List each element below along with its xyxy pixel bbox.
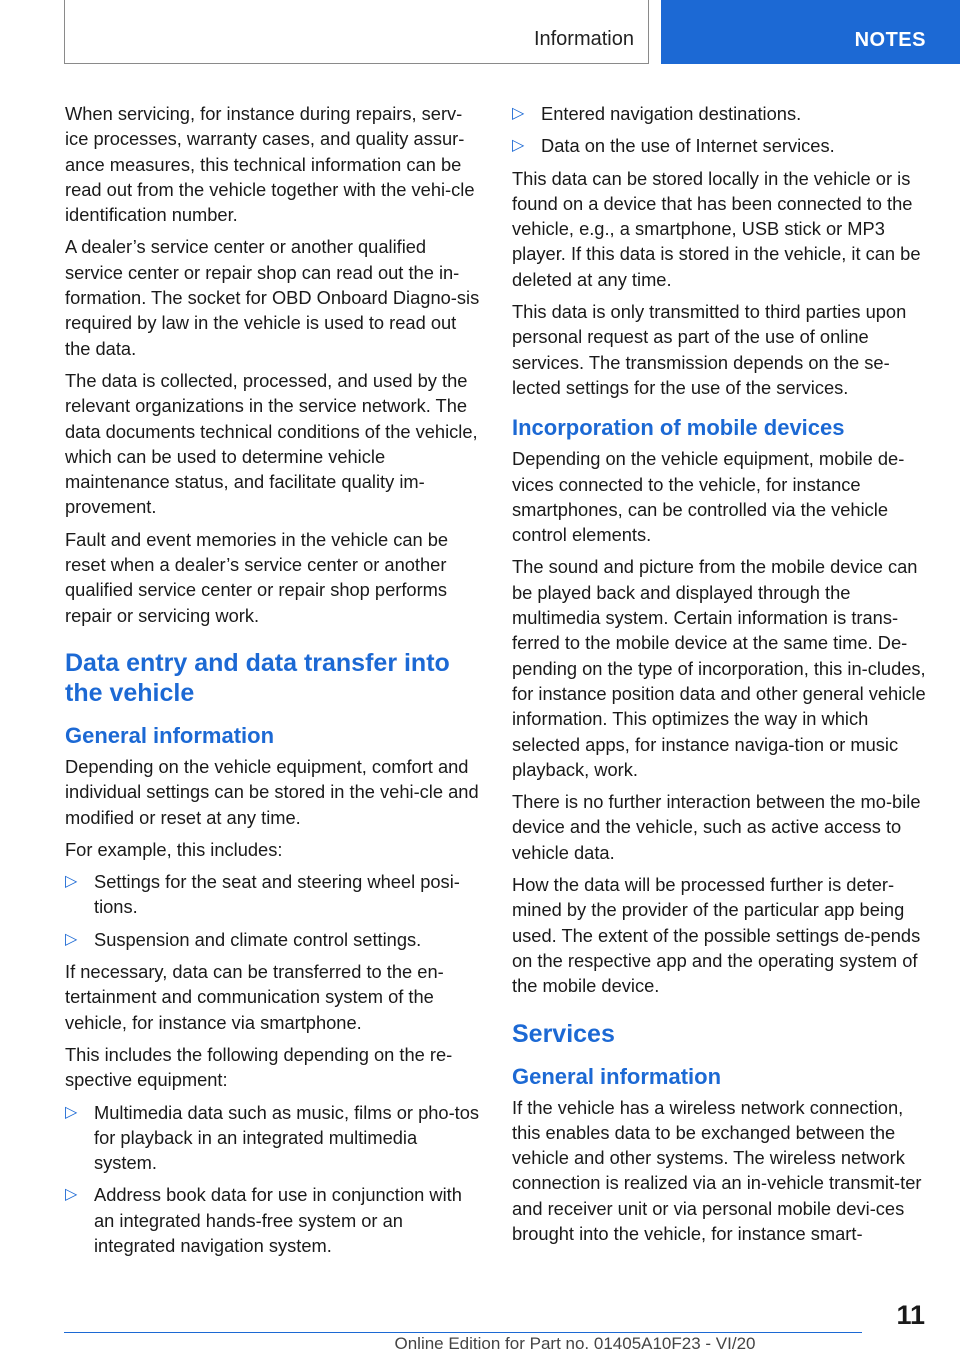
list-item-text: Data on the use of Internet services. [541, 135, 835, 157]
paragraph: This data is only transmitted to third parties upon personal request as part of the use of online services. The transmission depends on the se-lected settings for the use of the services. [512, 301, 907, 398]
list-item-text: Multimedia data such as music, films or pho-tos for playback in an integrated multimedia system. [94, 1101, 480, 1174]
footer-divider [64, 1332, 862, 1333]
triangle-bullet-icon: ▷ [512, 137, 525, 155]
paragraph: Fault and event memories in the vehicle can be reset when a dealer’s service center or another qualified service center or repair shop performs repair or servicing work. [65, 528, 449, 626]
triangle-bullet-icon: ▷ [65, 1186, 78, 1204]
footer-edition: Online Edition for Part no. 01405A10F23 - VI/20 [394, 1334, 756, 1353]
bullet-list [65, 869, 483, 952]
paragraph: If the vehicle has a wireless network connection, this enables data to be exchanged between the vehicle and other systems. The wireless network connection is realized via an in-vehicle transmit-ter and receiver unit or via personal mobile devi-ces brought into the vehicle, for instance smart- [512, 1096, 922, 1244]
list-item-text: Entered navigation destinations. [541, 103, 802, 124]
subsection-heading: General information [65, 722, 275, 748]
triangle-bullet-icon: ▷ [65, 930, 78, 948]
paragraph: This includes the following depending on the re-spective equipment: [65, 1043, 453, 1091]
section-heading: Services [512, 1019, 615, 1048]
header-frame [64, 0, 649, 64]
paragraph: This data can be stored locally in the vehicle or is found on a device that has been connected to the vehicle, e.g., a smartphone, USB stick or MP3 player. If this data is stored in the vehicle, it can be deleted at any time. [512, 167, 921, 290]
subsection-heading: Incorporation of mobile devices [512, 415, 845, 441]
paragraph: The sound and picture from the mobile device can be played back and displayed through the multimedia system. Certain information is trans-ferred to the mobile device at the same time. De-pending on the type of incorporation, this in-cludes, for instance position data and other general vehicle information. This optimizes the way in which selected apps, for instance naviga-tion or music playback, work. [512, 556, 926, 780]
bullet-list [65, 1100, 483, 1259]
paragraph: For example, this includes: [65, 838, 283, 860]
section-heading: Data entry and data transfer into the vehicle [65, 648, 450, 707]
triangle-bullet-icon: ▷ [65, 1103, 78, 1121]
right-column [512, 101, 930, 1253]
paragraph: How the data will be processed further is deter-mined by the provider of the particular app being used. The extent of the possible settings de-pends on the respective app and the operating system of the mobile device. [512, 874, 921, 997]
paragraph: Depending on the vehicle equipment, mobile de-vices connected to the vehicle, for instance smartphones, can be controlled via the vehicle control elements. [512, 448, 905, 546]
list-item [65, 1182, 483, 1258]
bullet-list [512, 101, 930, 159]
triangle-bullet-icon: ▷ [65, 873, 78, 891]
paragraph: A dealer’s service center or another qualified service center or repair shop can read out the in-formation. The socket for OBD Onboard Diagno-sis required by law in the vehicle is used to read out the data. [65, 236, 480, 359]
list-item-text: Settings for the seat and steering wheel posi-tions. [94, 871, 460, 918]
list-item [65, 869, 483, 920]
page-number: 11 [896, 1300, 925, 1330]
paragraph: The data is collected, processed, and used by the relevant organizations in the service network. The data documents technical conditions of the vehicle, which can be used to determine vehicle maintenance status, and facilitate quality im-provement. [65, 369, 478, 518]
paragraph: There is no further interaction between the mo-bile device and the vehicle, such as active access to vehicle data. [512, 791, 921, 863]
header-tab-label: NOTES [854, 29, 926, 51]
list-item-text: Address book data for use in conjunction with an integrated hands-free system or an integrated navigation system. [94, 1184, 462, 1256]
left-column [65, 101, 483, 1265]
list-item [512, 101, 930, 126]
paragraph: Depending on the vehicle equipment, comfort and individual settings can be stored in the vehi-cle and modified or reset at any time. [65, 755, 479, 828]
triangle-bullet-icon: ▷ [512, 105, 525, 122]
header-tab-notes [661, 0, 960, 64]
paragraph: If necessary, data can be transferred to the en-tertainment and communication system of the vehicle, for instance via smartphone. [65, 961, 444, 1033]
list-item [65, 1100, 483, 1176]
list-item-text: Suspension and climate control settings. [94, 928, 422, 950]
list-item [65, 927, 483, 952]
paragraph: When servicing, for instance during repairs, serv-ice processes, warranty cases, and quality assur-ance measures, this technical information can be read out from the vehicle together with the vehi-cle identification number. [65, 103, 475, 226]
list-item [512, 133, 930, 158]
subsection-heading: General information [512, 1063, 722, 1089]
header-section-title: Information [533, 28, 634, 50]
